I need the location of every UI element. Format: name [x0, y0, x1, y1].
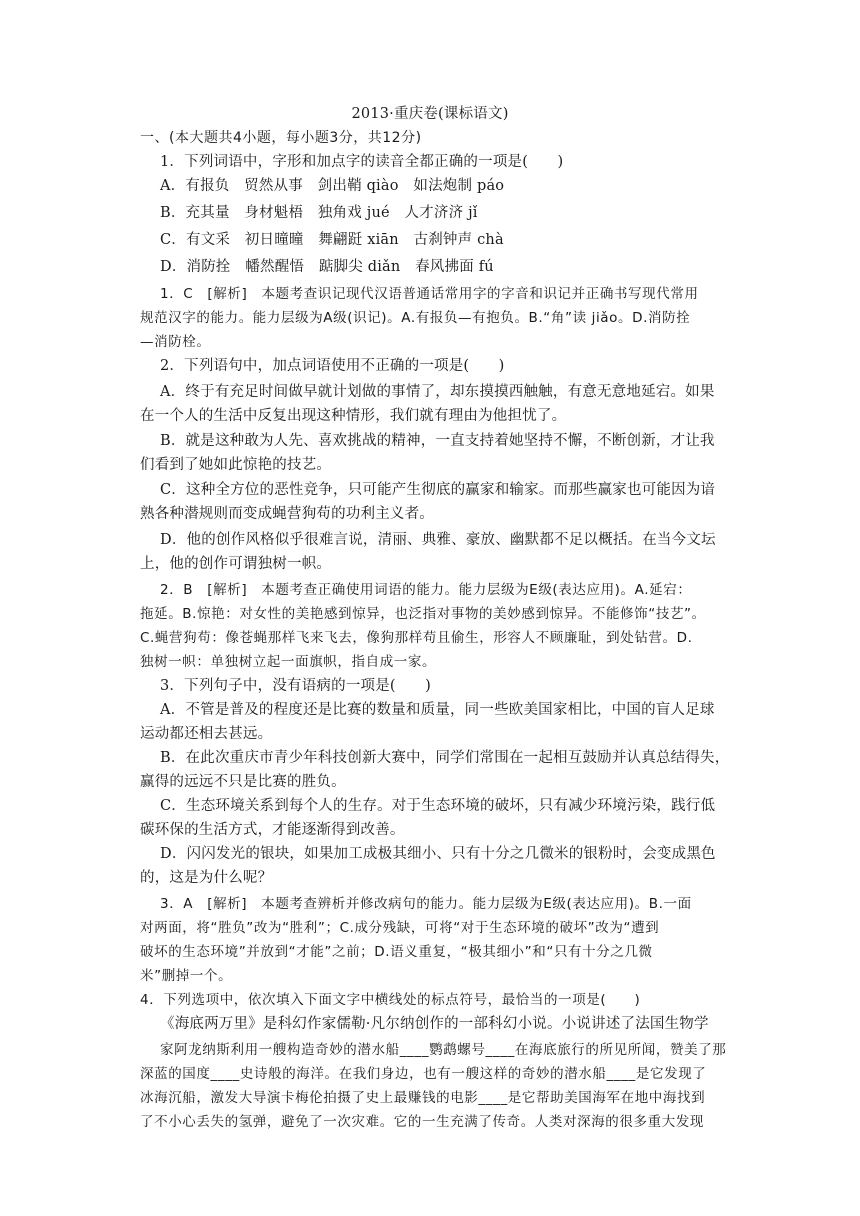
question-3: 3．下列句子中，没有语病的一项是( )	[160, 678, 432, 694]
q1-option-c: C．有文采 初日曈曈 舞翩跹 xiān 古刹钟声 chà	[160, 232, 504, 248]
q3-option-b: B．在此次重庆市青少年科技创新大赛中，同学们常围在一起相互鼓励并认真总结得失，	[160, 750, 730, 766]
answer-2-text: C.蝇营狗苟：像苍蝇那样飞来飞去，像狗那样苟且偷生，形容人不顾廉耻，到处钻营。D.	[140, 630, 693, 646]
answer-3: 3．A [解析] 本题考查辨析并修改病句的能力。能力层级为E级(表达应用)。B.一面	[160, 896, 692, 912]
answer-2-text: 独树一帜：单独树立起一面旗帜，指自成一家。	[140, 654, 437, 670]
q1-option-d: D．消防拴 幡然醒悟 踮脚尖 diǎn 春风拂面 fú	[160, 259, 494, 275]
q2-option-a-text: 在一个人的生活中反复出现这种情形，我们就有理由为他担忧了。	[140, 408, 567, 424]
answer-2: 2．B [解析] 本题考查正确使用词语的能力。能力层级为E级(表达应用)。A.延宕：	[160, 582, 692, 598]
answer-3-text: 米”删掉一个。	[140, 968, 233, 984]
q3-option-d-text: 的，这是为什么呢？	[140, 870, 273, 886]
answer-1: 1．C [解析] 本题考查识记现代汉语普通话常用字的字音和识记并正确书写现代常用	[160, 286, 699, 302]
q3-option-a: A．不管是普及的程度还是比赛的数量和质量，同一些欧美国家相比，中国的盲人足球	[160, 702, 715, 718]
answer-3-text: 4．下列选项中，依次填入下面文字中横线处的标点符号，最恰当的一项是( )	[140, 992, 641, 1008]
q3-option-b-text: 赢得的远远不只是比赛的胜负。	[140, 774, 346, 790]
q3-option-d: D．闪闪发光的银块，如果加工成极其细小、只有十分之几微米的银粉时，会变成黑色	[160, 846, 716, 862]
section-heading: 一、(本大题共4小题，每小题3分，共12分)	[140, 130, 422, 146]
answer-1-text: —消防栓。	[140, 334, 211, 350]
question-4: 《海底两万里》是科幻作家儒勒·凡尔纳创作的一部科幻小说。小说讲述了法国生物学	[160, 1016, 709, 1032]
passage-text: 深蓝的国度____史诗般的海洋。在我们身边，也有一艘这样的奇妙的潜水船____是它发现了	[140, 1066, 707, 1082]
q2-option-b-text: 们看到了她如此惊艳的技艺。	[140, 457, 332, 473]
q2-option-b: B．就是这种敢为人先、喜欢挑战的精神，一直支持着她坚持不懈，不断创新，才让我	[160, 433, 715, 449]
answer-3-text: 破坏的生态环境”并放到“才能”之前；D.语义重复，“极其细小”和“只有十分之几微	[140, 944, 653, 960]
question-1: 1．下列词语中，字形和加点字的读音全都正确的一项是( )	[160, 154, 564, 170]
q3-option-a-text: 运动都还相去甚远。	[140, 726, 273, 742]
q2-option-a: A．终于有充足时间做早就计划做的事情了，却东摸摸西触触，有意无意地延宕。如果	[160, 384, 715, 400]
document-title: 2013·重庆卷(课标语文)	[351, 106, 509, 122]
question-2: 2．下列语句中，加点词语使用不正确的一项是( )	[160, 358, 505, 374]
answer-2-text: 拖延。B.惊艳：对女性的美艳感到惊异，也泛指对事物的美妙感到惊异。不能修饰“技艺”。	[140, 606, 706, 622]
answer-1-text: 规范汉字的能力。能力层级为A级(识记)。A.有报负—有抱负。B.“角”读 jiǎo。D.消防拴	[140, 310, 691, 326]
q3-option-c-text: 碳环保的生活方式，才能逐渐得到改善。	[140, 822, 405, 838]
passage-text: 冰海沉船，激发大导演卡梅伦拍摄了史上最赚钱的电影____是它帮助美国海军在地中海找到	[140, 1090, 706, 1106]
passage-text: 了不小心丢失的氢弹，避免了一次灾难。它的一生充满了传奇。人类对深海的很多重大发现	[140, 1114, 704, 1130]
q1-option-b: B．充其量 身材魁梧 独角戏 jué 人才济济 jǐ	[160, 205, 478, 221]
q3-option-c: C．生态环境关系到每个人的生存。对于生态环境的破坏，只有减少环境污染，践行低	[160, 798, 716, 814]
q2-option-c-text: 熟各种潜规则而变成蝇营狗苟的功利主义者。	[140, 506, 434, 522]
passage-text: 家阿龙纳斯利用一艘构造奇妙的潜水船____鹦鹉螺号____在海底旅行的所见所闻，赞美了那	[160, 1042, 727, 1058]
q2-option-d: D．他的创作风格似乎很难言说，清丽、典雅、豪放、幽默都不足以概括。在当今文坛	[160, 532, 716, 548]
q1-option-a: A．有报负 贸然从事 剑出鞘 qiào 如法炮制 páo	[160, 178, 505, 194]
answer-3-text: 对两面，将“胜负”改为“胜利”；C.成分残缺，可将“对于生态环境的破坏”改为“遭到	[140, 920, 660, 936]
q2-option-c: C．这种全方位的恶性竞争，只可能产生彻底的赢家和输家。而那些赢家也可能因为谙	[160, 482, 716, 498]
q2-option-d-text: 上，他的创作可谓独树一帜。	[140, 556, 332, 572]
